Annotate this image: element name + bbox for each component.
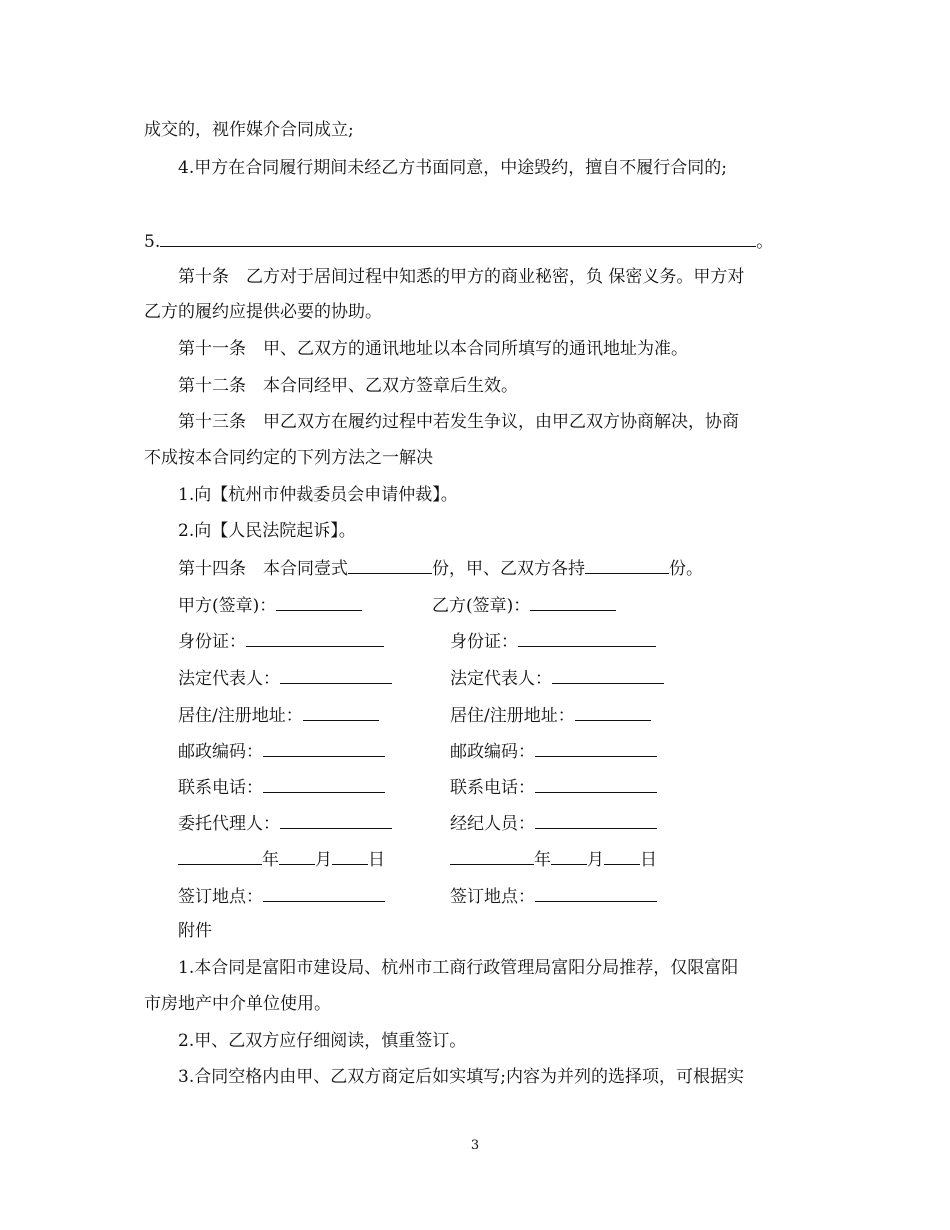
label: 法定代表人： [178, 669, 280, 689]
month-label: 月 [315, 850, 332, 870]
text-line: 成交的，视作媒介合同成立; [144, 120, 354, 140]
item-end: 。 [756, 232, 774, 252]
month-label: 月 [587, 850, 604, 870]
option-2: 2.向【人民法院起诉】。 [178, 521, 356, 541]
clause-14-b: 份，甲、乙双方各持 [432, 559, 585, 579]
annex-title: 附件 [178, 921, 212, 941]
blank-line [280, 667, 392, 684]
day-blank [604, 848, 640, 865]
clause-14-a: 第十四条 本合同壹式 [178, 559, 348, 579]
text-line: 市房地产中介单位使用。 [144, 994, 331, 1014]
label: 签订地点： [450, 887, 535, 907]
blank-line [246, 630, 384, 647]
annex-item-1: 1.本合同是富阳市建设局、杭州市工商行政管理局富阳分局推荐，仅限富阳 [178, 958, 739, 978]
clause-14 [178, 557, 703, 579]
party-b-sign [432, 594, 616, 616]
blank-line [280, 812, 392, 829]
day-label: 日 [368, 850, 385, 870]
blank-line [263, 740, 385, 757]
copies-each-blank [585, 557, 669, 574]
annex-item-3: 3.合同空格内由甲、乙双方商定后如实填写;内容为并列的选择项，可根据实 [178, 1067, 744, 1087]
text-line: 乙方的履约应提供必要的协助。 [144, 302, 382, 322]
label: 身份证： [450, 632, 518, 652]
text-line: 4.甲方在合同履行期间未经乙方书面同意，中途毁约，擅自不履行合同的; [178, 158, 727, 178]
label: 联系电话： [450, 778, 535, 798]
clause-13: 第十三条 甲乙双方在履约过程中若发生争议，由甲乙双方协商解决，协商 [178, 412, 739, 432]
blank-line [535, 812, 657, 829]
label: 邮政编码： [450, 742, 535, 762]
clause-12: 第十二条 本合同经甲、乙双方签章后生效。 [178, 376, 518, 396]
label: 居住/注册地址： [178, 706, 303, 726]
party-b-id [450, 630, 656, 652]
label: 经纪人员： [450, 814, 535, 834]
party-b-date [450, 848, 657, 870]
party-b-place [450, 885, 657, 907]
year-blank [178, 848, 262, 865]
party-a-phone [178, 776, 385, 798]
blank-line [535, 740, 657, 757]
party-a-place [178, 885, 385, 907]
party-a-id [178, 630, 384, 652]
label: 乙方(签章)： [432, 596, 531, 616]
party-a-date [178, 848, 385, 870]
month-blank [551, 848, 587, 865]
blank-line [518, 630, 656, 647]
copies-blank [348, 557, 432, 574]
blank-line [303, 704, 379, 721]
label: 居住/注册地址： [450, 706, 575, 726]
day-blank [332, 848, 368, 865]
clause-14-c: 份。 [669, 559, 703, 579]
blank-line [276, 594, 362, 611]
blank-line [263, 776, 385, 793]
party-b-broker [450, 812, 657, 834]
year-blank [450, 848, 534, 865]
label: 联系电话： [178, 778, 263, 798]
party-a-address [178, 704, 379, 726]
day-label: 日 [640, 850, 657, 870]
blank-line [535, 885, 657, 902]
label: 委托代理人： [178, 814, 280, 834]
blank-line [263, 885, 385, 902]
year-label: 年 [262, 850, 279, 870]
party-a-sign [178, 594, 362, 616]
item-number: 5. [144, 232, 161, 252]
label: 身份证： [178, 632, 246, 652]
blank-line [552, 667, 664, 684]
year-label: 年 [534, 850, 551, 870]
blank-line [530, 594, 616, 611]
party-a-agent [178, 812, 392, 834]
option-1: 1.向【杭州市仲裁委员会申请仲裁】。 [178, 485, 458, 505]
label: 甲方(签章)： [178, 596, 277, 616]
annex-item-2: 2.甲、乙双方应仔细阅读，慎重签订。 [178, 1031, 467, 1051]
party-a-postcode [178, 740, 385, 762]
blank-item-5 [144, 230, 773, 252]
clause-11: 第十一条 甲、乙双方的通讯地址以本合同所填写的通讯地址为准。 [178, 339, 688, 359]
party-b-address [450, 704, 651, 726]
month-blank [279, 848, 315, 865]
label: 邮政编码： [178, 742, 263, 762]
label: 法定代表人： [450, 669, 552, 689]
party-b-legal-rep [450, 667, 664, 689]
clause-10: 第十条 乙方对于居间过程中知悉的甲方的商业秘密，负 保密义务。甲方对 [178, 267, 745, 287]
text-line: 不成按本合同约定的下列方法之一解决 [144, 448, 433, 468]
blank-line [535, 776, 657, 793]
party-b-phone [450, 776, 657, 798]
blank-line [575, 704, 651, 721]
party-b-postcode [450, 740, 657, 762]
blank-line [160, 230, 756, 247]
label: 签订地点： [178, 887, 263, 907]
page-number: 3 [470, 1138, 480, 1153]
party-a-legal-rep [178, 667, 392, 689]
